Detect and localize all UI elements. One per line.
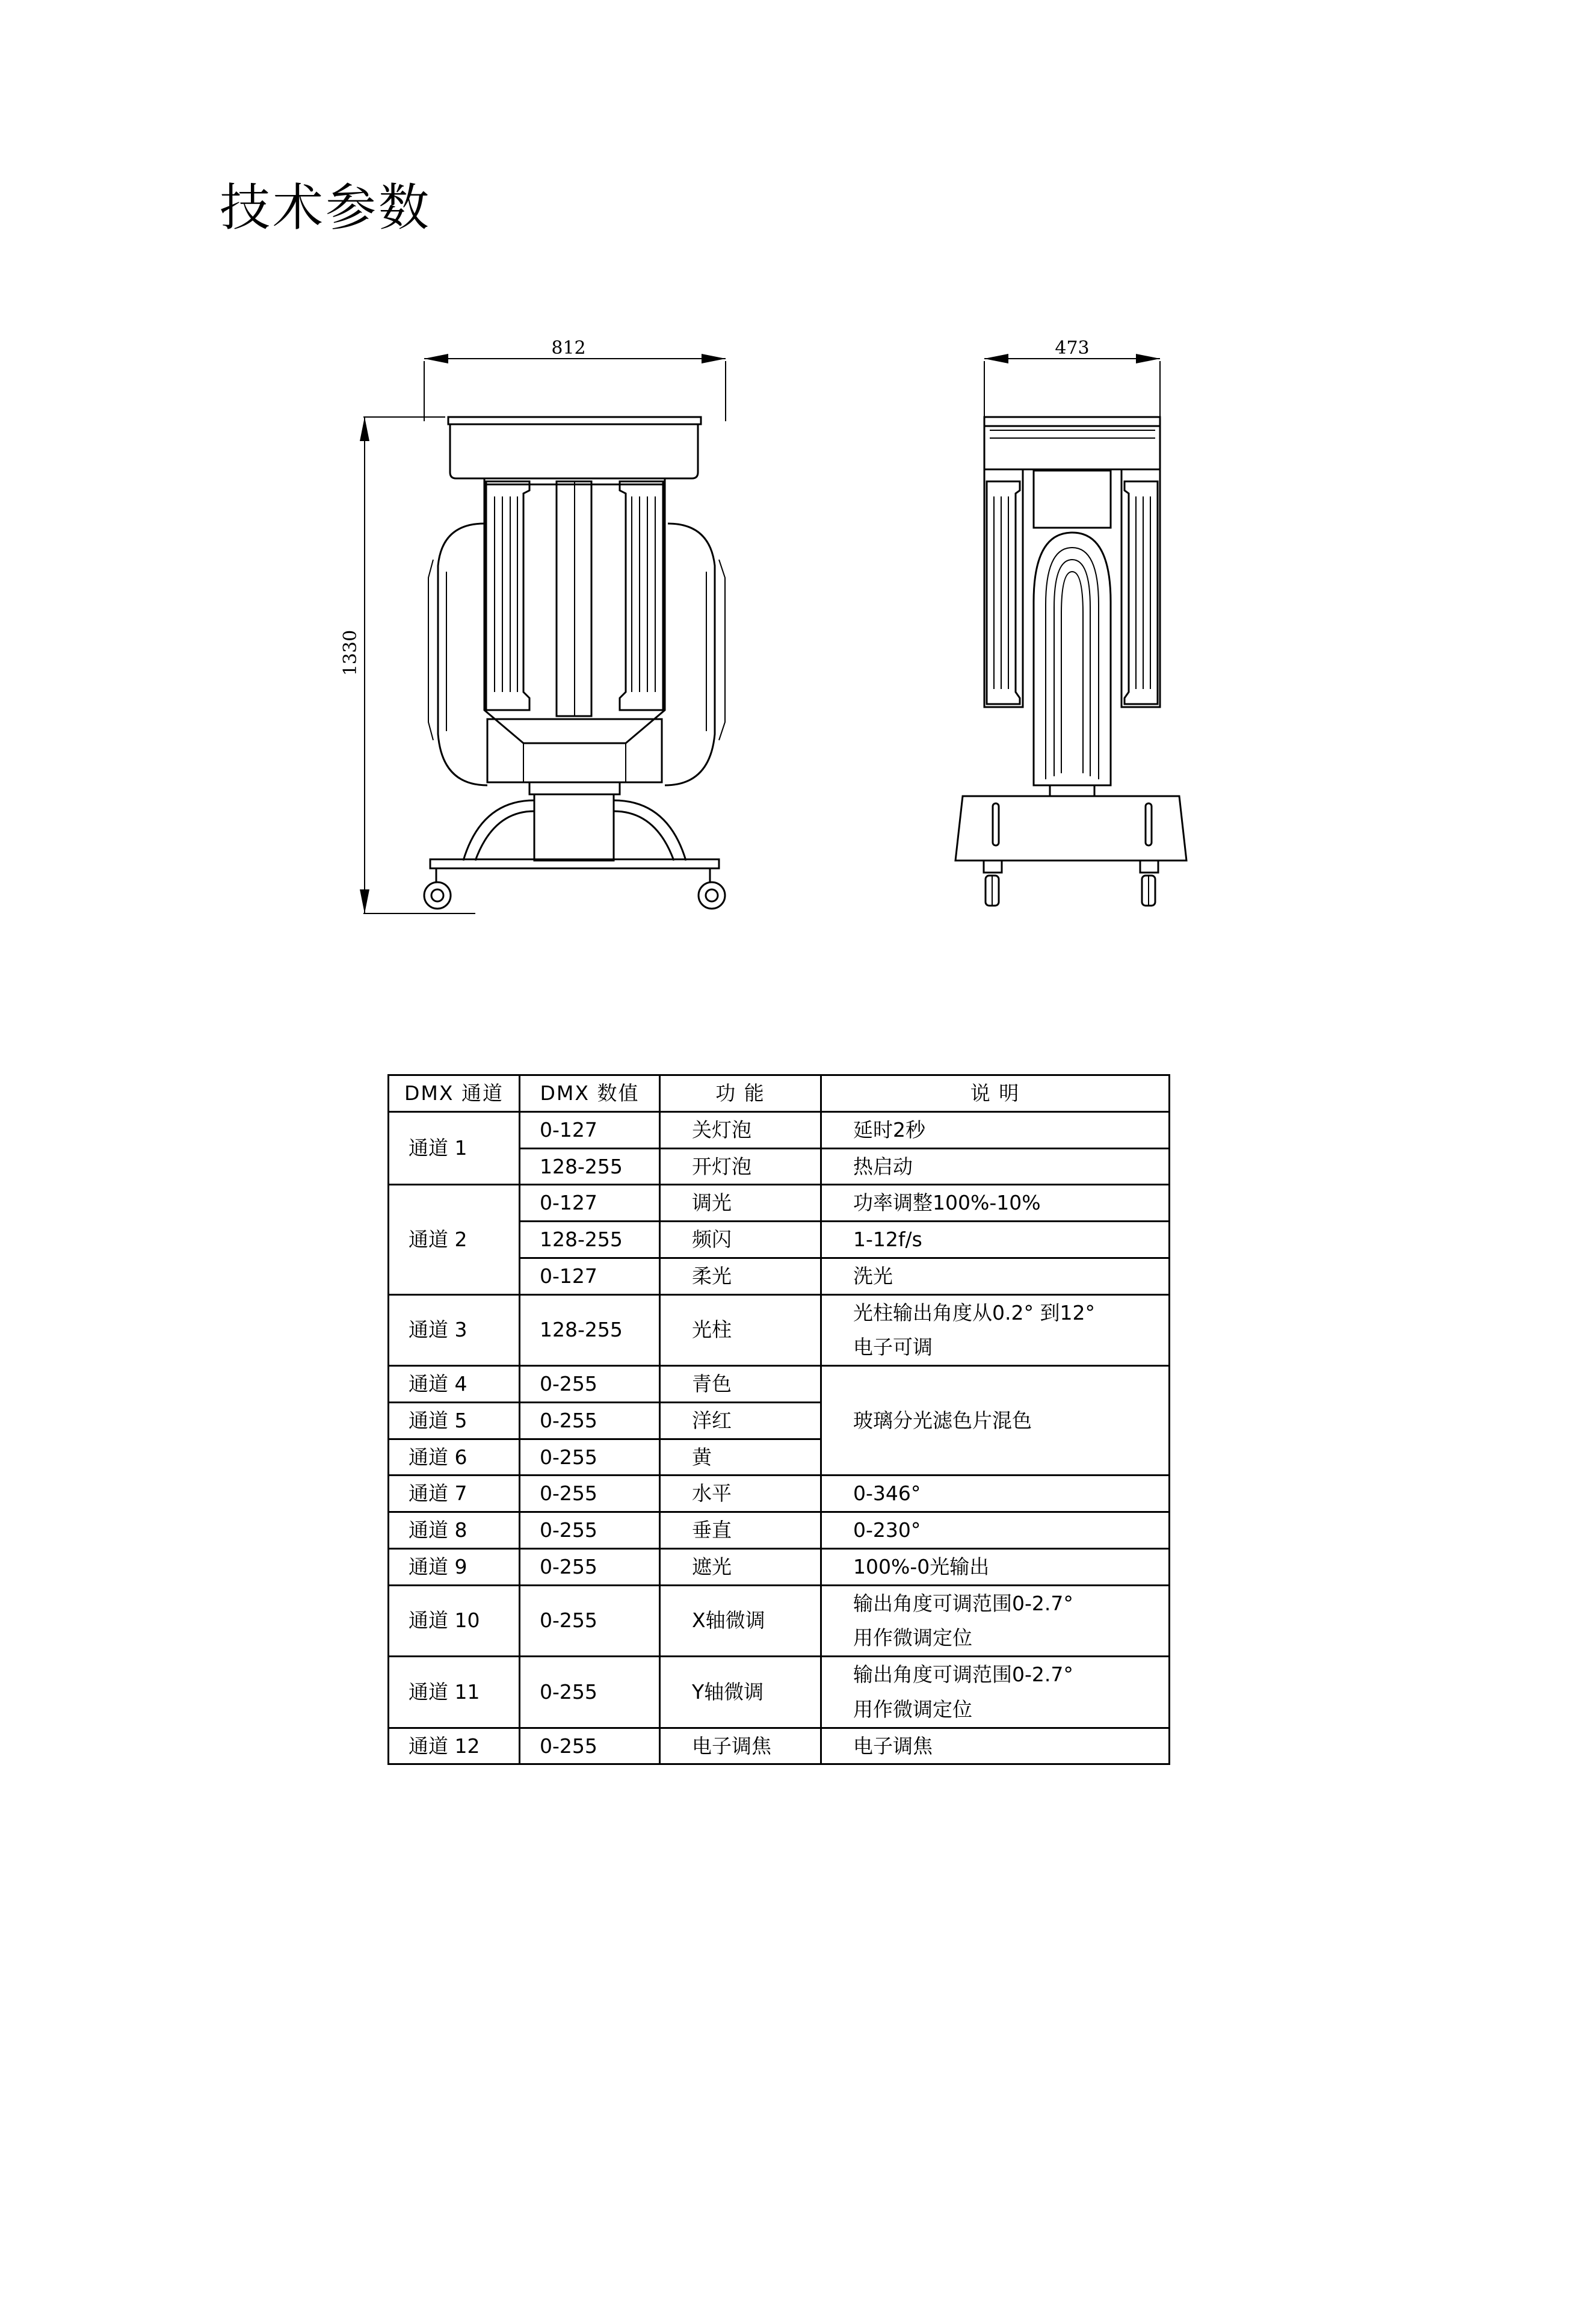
table-row <box>389 1657 1170 1728</box>
description-cell: 1-12f/s <box>821 1222 1170 1258</box>
table-row <box>389 1366 1170 1403</box>
technical-drawings <box>0 0 1595 963</box>
function-cell: 水平 <box>660 1476 821 1512</box>
description-line: 光柱输出角度从0.2° 到12° <box>853 1300 1095 1324</box>
channel-cell: 通道 8 <box>389 1512 520 1549</box>
description-cell: 100%-0光输出 <box>821 1548 1170 1585</box>
description-line: 输出角度可调范围0-2.7° <box>853 1663 1073 1686</box>
description-line: 输出角度可调范围0-2.7° <box>853 1591 1073 1615</box>
value-cell: 128-255 <box>520 1222 660 1258</box>
table-row <box>389 1111 1170 1148</box>
channel-cell: 通道 1 <box>389 1111 520 1185</box>
value-cell: 0-255 <box>520 1476 660 1512</box>
channel-cell: 通道 7 <box>389 1476 520 1512</box>
header-description: 说 明 <box>821 1075 1170 1112</box>
function-cell: 柔光 <box>660 1258 821 1294</box>
description-cell: 0-346° <box>821 1476 1170 1512</box>
description-cell: 热启动 <box>821 1148 1170 1185</box>
channel-cell: 通道 3 <box>389 1294 520 1366</box>
description-cell: 洗光 <box>821 1258 1170 1294</box>
value-cell: 0-127 <box>520 1111 660 1148</box>
description-line: 用作微调定位 <box>853 1626 972 1650</box>
description-cell: 玻璃分光滤色片混色 <box>821 1366 1170 1476</box>
description-cell <box>821 1585 1170 1657</box>
value-cell: 0-255 <box>520 1657 660 1728</box>
header-dmx-value: DMX 数值 <box>520 1075 660 1112</box>
front-view-drawing <box>340 338 726 913</box>
header-function: 功 能 <box>660 1075 821 1112</box>
description-line: 电子可调 <box>853 1335 933 1359</box>
depth-dimension <box>984 338 1160 421</box>
function-cell: 洋红 <box>660 1402 821 1439</box>
value-cell: 0-127 <box>520 1185 660 1222</box>
function-cell: Y轴微调 <box>660 1657 821 1728</box>
table-row <box>389 1728 1170 1764</box>
table-row <box>389 1476 1170 1512</box>
width-dimension <box>424 338 726 421</box>
function-cell: 频闪 <box>660 1222 821 1258</box>
page-title: 技术参数 <box>220 178 432 237</box>
value-cell: 0-255 <box>520 1585 660 1657</box>
description-cell: 0-230° <box>821 1512 1170 1549</box>
value-cell: 0-255 <box>520 1439 660 1476</box>
table-row <box>389 1585 1170 1657</box>
dmx-channel-table <box>387 1074 1170 1765</box>
description-cell <box>821 1657 1170 1728</box>
function-cell: X轴微调 <box>660 1585 821 1657</box>
function-cell: 开灯泡 <box>660 1148 821 1185</box>
table-row <box>389 1185 1170 1222</box>
function-cell: 调光 <box>660 1185 821 1222</box>
function-cell: 垂直 <box>660 1512 821 1549</box>
height-dimension <box>340 417 475 913</box>
channel-cell: 通道 10 <box>389 1585 520 1657</box>
description-cell: 电子调焦 <box>821 1728 1170 1764</box>
channel-cell: 通道 11 <box>389 1657 520 1728</box>
header-dmx-channel: DMX 通道 <box>389 1075 520 1112</box>
function-cell: 青色 <box>660 1366 821 1403</box>
value-cell: 0-255 <box>520 1402 660 1439</box>
table-row <box>389 1294 1170 1366</box>
channel-cell: 通道 2 <box>389 1185 520 1294</box>
channel-cell: 通道 5 <box>389 1402 520 1439</box>
value-cell: 128-255 <box>520 1148 660 1185</box>
channel-cell: 通道 6 <box>389 1439 520 1476</box>
table-row <box>389 1512 1170 1549</box>
width-dimension-label: 812 <box>551 338 586 359</box>
depth-dimension-label: 473 <box>1055 338 1090 359</box>
description-line: 用作微调定位 <box>853 1697 972 1721</box>
function-cell: 电子调焦 <box>660 1728 821 1764</box>
value-cell: 0-255 <box>520 1728 660 1764</box>
table-row <box>389 1548 1170 1585</box>
description-cell: 功率调整100%-10% <box>821 1185 1170 1222</box>
side-view-drawing <box>955 338 1186 906</box>
channel-cell: 通道 12 <box>389 1728 520 1764</box>
function-cell: 遮光 <box>660 1548 821 1585</box>
function-cell: 黄 <box>660 1439 821 1476</box>
table-header-row <box>389 1075 1170 1112</box>
function-cell: 关灯泡 <box>660 1111 821 1148</box>
height-dimension-label: 1330 <box>340 629 361 676</box>
value-cell: 0-255 <box>520 1366 660 1403</box>
description-cell: 延时2秒 <box>821 1111 1170 1148</box>
function-cell: 光柱 <box>660 1294 821 1366</box>
value-cell: 0-127 <box>520 1258 660 1294</box>
value-cell: 0-255 <box>520 1548 660 1585</box>
description-cell <box>821 1294 1170 1366</box>
channel-cell: 通道 9 <box>389 1548 520 1585</box>
value-cell: 0-255 <box>520 1512 660 1549</box>
channel-cell: 通道 4 <box>389 1366 520 1403</box>
value-cell: 128-255 <box>520 1294 660 1366</box>
